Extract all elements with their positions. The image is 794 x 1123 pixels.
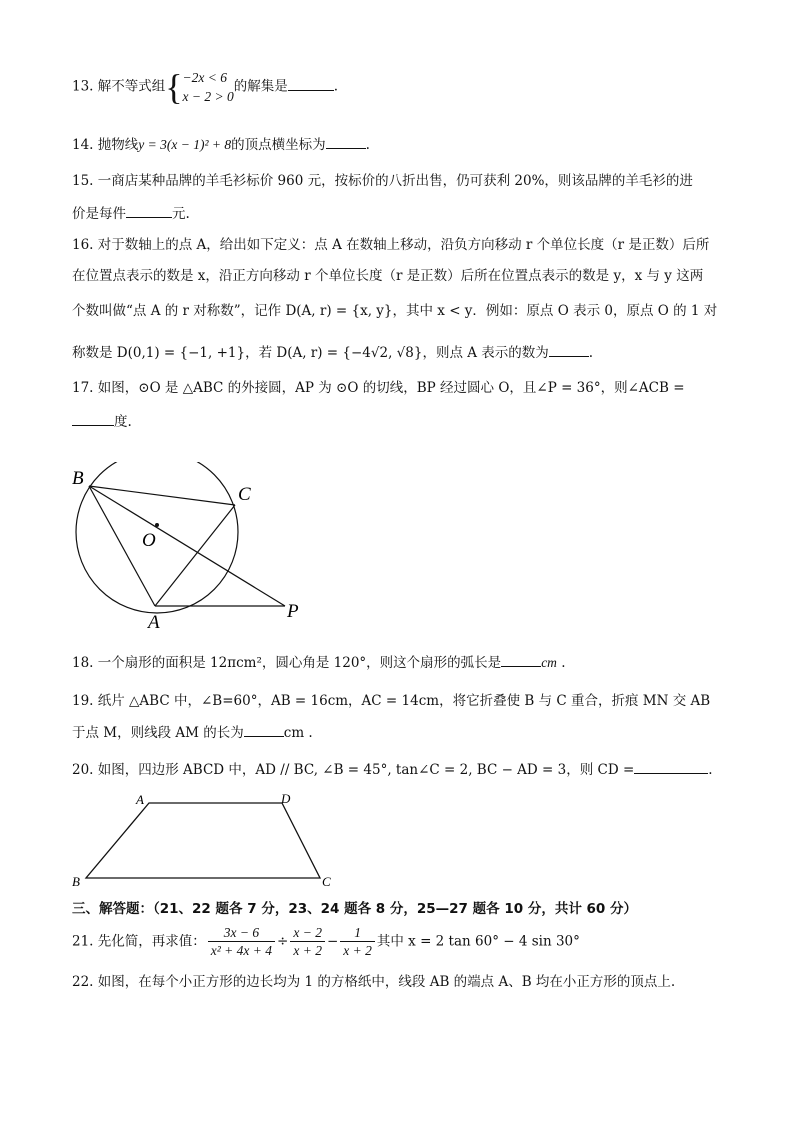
q21-f1-numerator: 3x − 6 xyxy=(208,924,275,942)
q20-answer-blank[interactable] xyxy=(634,759,708,774)
figure-17-circle-diagram xyxy=(60,462,320,642)
q19-line2b: cm . xyxy=(283,725,313,741)
question-17-line2 xyxy=(72,411,132,432)
question-13 xyxy=(72,68,338,106)
q17-line2: 度. xyxy=(114,414,132,430)
q14-formula: y = 3(x − 1)² + 8 xyxy=(138,137,232,152)
q18-prefix: 18. 一个扇形的面积是 12πcm²，圆心角是 120°，则这个扇形的弧长是 xyxy=(72,655,502,671)
q13-brace: { xyxy=(165,67,183,107)
fig17-label-B: B xyxy=(72,468,84,489)
q15-line2a: 价是每件 xyxy=(72,206,126,222)
q21-fraction-2 xyxy=(290,924,325,959)
q20-prefix: 20. 如图，四边形 ABCD 中，AD // BC, ∠B = 45°, tan∠C = 2, BC − AD = 3，则 CD = xyxy=(72,762,635,778)
q13-ineq2: x − 2 > 0 xyxy=(182,89,234,104)
fig17-line-AC xyxy=(155,505,235,606)
fig20-trapezoid xyxy=(86,803,320,878)
fig17-line-BC xyxy=(89,486,235,505)
q21-fraction-1 xyxy=(208,924,275,959)
section-3-heading: 三、解答题：（21、22 题各 7 分，23、24 题各 8 分，25—27 题各 10 分，共计 60 分） xyxy=(72,901,638,917)
question-16-line2: 在位置点表示的数是 x，沿正方向移动 r 个单位长度（r 是正数）后所在位置点表示的数是 y，x 与 y 这两 xyxy=(72,268,704,284)
q21-f1-denominator: x² + 4x + 4 xyxy=(210,943,273,958)
q20-end: . xyxy=(708,762,713,778)
q15-answer-blank[interactable] xyxy=(126,203,172,218)
q18-answer-blank[interactable] xyxy=(501,652,541,667)
q13-system xyxy=(183,68,234,106)
q21-f2-denominator: x + 2 xyxy=(293,943,322,958)
q14-prefix: 14. 抛物线 xyxy=(72,137,139,153)
question-15-line2 xyxy=(72,203,190,224)
fig17-center-dot xyxy=(155,523,159,527)
q21-suffix: 其中 x = 2 tan 60° − 4 sin 30° xyxy=(376,933,580,950)
question-16-line3: 个数叫做“点 A 的 r 对称数”，记作 D(A, r) = {x, y}，其中 x < y．例如：原点 O 表示 0，原点 O 的 1 对 xyxy=(72,303,718,319)
question-14 xyxy=(72,134,370,155)
q16-line4b: . xyxy=(588,345,594,361)
question-16-line1: 16. 对于数轴上的点 A，给出如下定义：点 A 在数轴上移动，沿负方向移动 r 个单位长度（r 是正数）后所 xyxy=(72,237,710,253)
question-22: 22. 如图，在每个小正方形的边长均为 1 的方格纸中，线段 AB 的端点 A、B 均在小正方形的顶点上. xyxy=(72,974,676,990)
q21-f2-numerator: x − 2 xyxy=(290,924,325,942)
question-18 xyxy=(72,652,566,673)
q19-answer-blank[interactable] xyxy=(244,722,284,737)
q21-f3-denominator: x + 2 xyxy=(343,943,372,958)
question-19-line1: 19. 纸片 △ABC 中，∠B=60°，AB = 16cm，AC = 14cm，将它折叠使 B 与 C 重合，折痕 MN 交 AB xyxy=(72,693,711,709)
fig17-label-P: P xyxy=(287,601,299,622)
q21-fraction-3 xyxy=(340,924,375,959)
fig20-label-A: A xyxy=(136,792,144,807)
fig17-label-A: A xyxy=(148,612,160,633)
fig20-label-D: D xyxy=(281,791,291,806)
q13-ineq1: −2x < 6 xyxy=(182,70,228,85)
q17-answer-blank[interactable] xyxy=(72,411,114,426)
q21-op-minus: − xyxy=(326,933,339,950)
q14-suffix: 的顶点横坐标为 xyxy=(231,137,326,153)
q18-unit: cm xyxy=(541,655,557,670)
question-21 xyxy=(72,924,580,959)
question-19-line2 xyxy=(72,722,313,743)
q14-answer-blank[interactable] xyxy=(326,134,366,149)
figure-20-trapezoid xyxy=(64,790,344,890)
question-16-line4 xyxy=(72,342,593,363)
q15-line2b: 元. xyxy=(172,206,190,222)
q13-end: . xyxy=(333,78,339,95)
fig17-circle xyxy=(76,462,238,613)
q14-end: . xyxy=(365,137,370,153)
question-15-line1: 15. 一商店某种品牌的羊毛衫标价 960 元，按标价的八折出售，仍可获利 20%，则该品牌的羊毛衫的进 xyxy=(72,173,693,189)
q19-line2a: 于点 M，则线段 AM 的长为 xyxy=(72,725,244,741)
fig17-label-O: O xyxy=(142,530,156,551)
question-20 xyxy=(72,759,713,780)
q13-suffix: 的解集是 xyxy=(233,78,288,95)
q21-op-divide: ÷ xyxy=(277,933,289,950)
q13-prefix: 13. 解不等式组 xyxy=(72,78,166,95)
fig17-label-C: C xyxy=(238,484,251,505)
fig20-label-C: C xyxy=(322,874,331,889)
q21-prefix: 21. 先化简，再求值： xyxy=(72,933,206,950)
question-17-line1: 17. 如图，⊙O 是 △ABC 的外接圆，AP 为 ⊙O 的切线，BP 经过圆心 O，且∠P = 36°，则∠ACB = xyxy=(72,380,685,396)
q13-answer-blank[interactable] xyxy=(288,76,334,91)
fig20-label-B: B xyxy=(72,874,80,889)
q16-answer-blank[interactable] xyxy=(549,342,589,357)
q21-f3-numerator: 1 xyxy=(340,924,375,942)
q16-line4a: 称数是 D(0,1) = {−1, +1}，若 D(A, r) = {−4√2, √8}，则点 A 表示的数为 xyxy=(72,345,549,361)
q18-end: . xyxy=(561,655,566,671)
fig17-line-BP xyxy=(89,486,285,606)
